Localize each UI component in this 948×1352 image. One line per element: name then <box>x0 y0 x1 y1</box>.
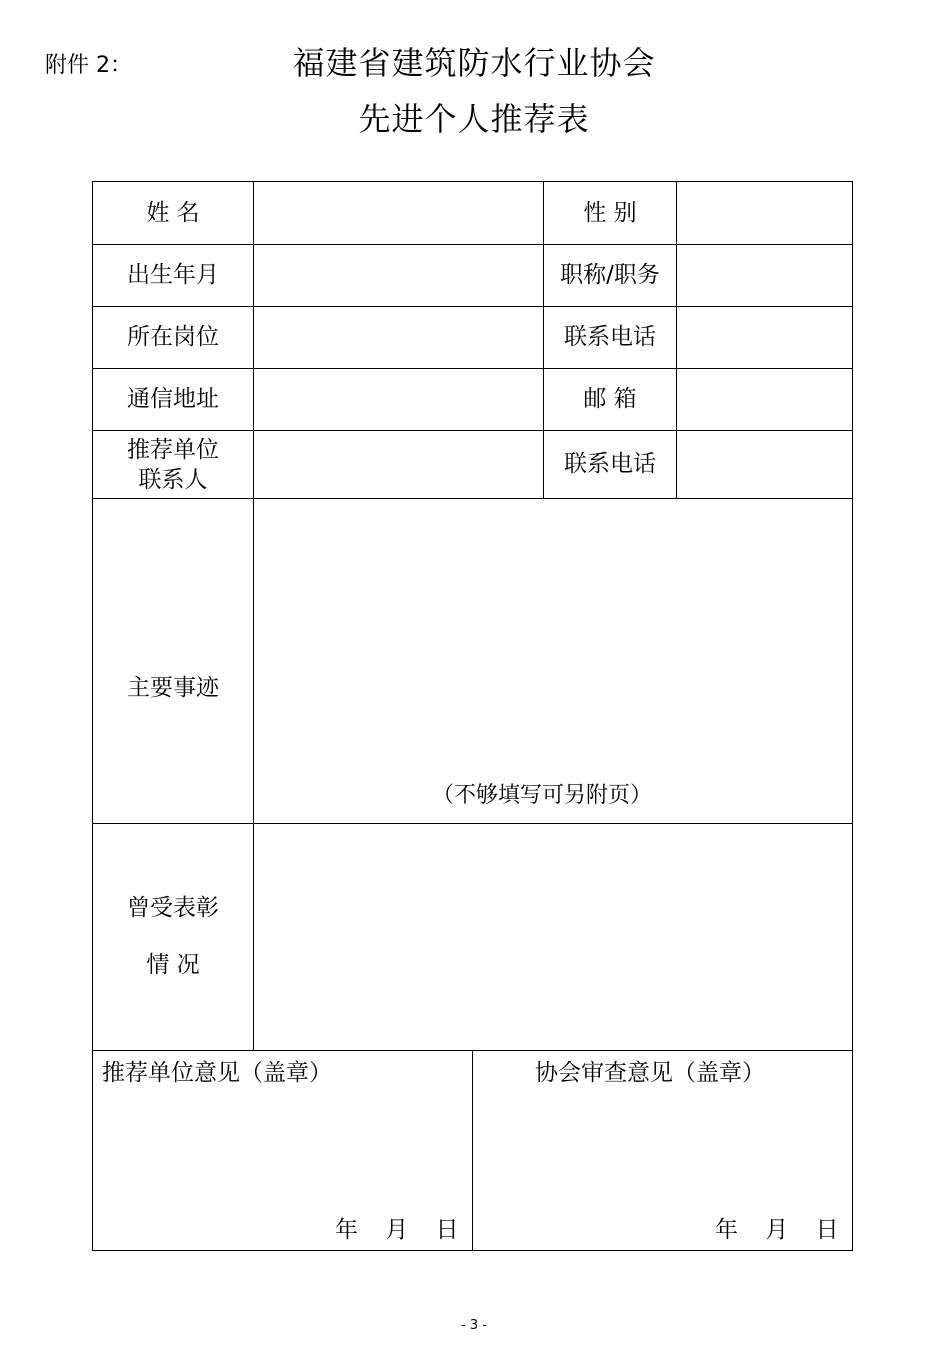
deeds-field[interactable] <box>253 498 853 824</box>
assoc-opinion-date: 年 月 日 <box>715 1217 839 1243</box>
gender-field[interactable] <box>676 181 853 245</box>
phone-field[interactable] <box>676 306 853 369</box>
contact-label-line2: 联系人 <box>138 466 208 493</box>
page-number: - 3 - <box>461 1318 487 1333</box>
position-field[interactable] <box>253 306 544 369</box>
phone2-label: 联系电话 <box>564 451 656 477</box>
email-field[interactable] <box>676 368 853 431</box>
attachment-label: 附件 2： <box>45 53 132 78</box>
contact-label-line1: 推荐单位 <box>127 436 219 463</box>
honors-label-line2: 情 况 <box>146 952 200 978</box>
gender-label: 性 别 <box>583 199 637 226</box>
phone2-field[interactable] <box>676 430 853 499</box>
address-field[interactable] <box>253 368 544 431</box>
contact-field[interactable] <box>253 430 544 499</box>
position-label: 所在岗位 <box>127 324 219 350</box>
birth-label: 出生年月 <box>127 262 219 288</box>
deeds-label: 主要事迹 <box>127 674 219 701</box>
contact-label <box>92 430 254 499</box>
unit-opinion-label: 推荐单位意见（盖章） <box>102 1060 332 1086</box>
document-title: 福建省建筑防水行业协会 <box>292 44 656 82</box>
honors-field[interactable] <box>253 823 853 1051</box>
honors-label <box>92 823 254 1051</box>
email-label: 邮 箱 <box>583 386 637 412</box>
birth-field[interactable] <box>253 244 544 307</box>
title-field[interactable] <box>676 244 853 307</box>
name-label: 姓 名 <box>146 199 200 226</box>
title-label: 职称/职务 <box>560 262 660 288</box>
unit-opinion-date: 年 月 日 <box>335 1217 459 1243</box>
address-label: 通信地址 <box>127 386 219 412</box>
document-subtitle: 先进个人推荐表 <box>358 100 590 138</box>
name-field[interactable] <box>253 181 544 245</box>
assoc-opinion-label: 协会审查意见（盖章） <box>535 1060 765 1086</box>
honors-label-line1: 曾受表彰 <box>127 895 219 921</box>
phone-label: 联系电话 <box>564 324 656 350</box>
deeds-note: （不够填写可另附页） <box>432 783 653 808</box>
